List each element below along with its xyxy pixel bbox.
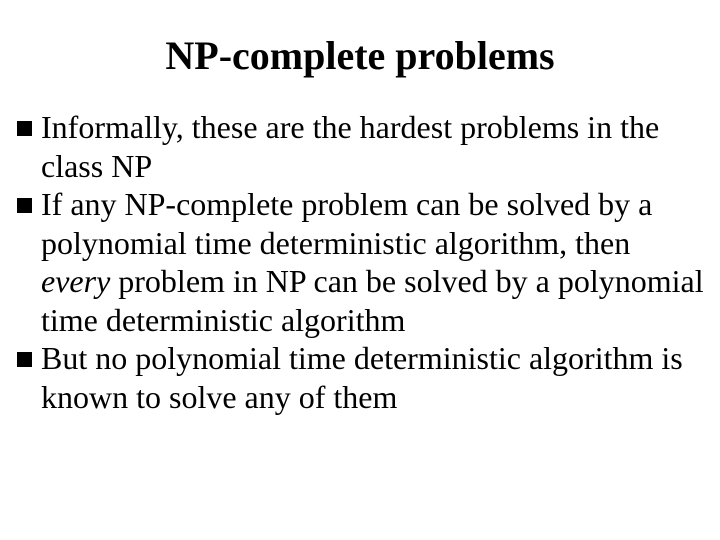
slide-title: NP-complete problems [165, 33, 555, 78]
square-bullet-icon [17, 121, 32, 136]
bullet-item-informally [17, 108, 707, 185]
square-bullet-icon [17, 352, 32, 367]
bullet-text-after: problem in NP can be solved by a polynomial time deterministic algorithm [41, 263, 704, 338]
square-bullet-icon [17, 198, 32, 213]
bullet-text: But no polynomial time deterministic algorithm is known to solve any of them [41, 340, 683, 415]
bullet-item-but-no [17, 339, 707, 416]
bullet-text-before: If any NP-complete problem can be solved by a polynomial time deterministic algorithm, then [41, 186, 653, 261]
bullet-list [17, 108, 707, 416]
bullet-item-if-any [17, 185, 707, 339]
bullet-text: Informally, these are the hardest problems in the class NP [41, 109, 660, 184]
bullet-text-emphasis: every [41, 263, 111, 299]
